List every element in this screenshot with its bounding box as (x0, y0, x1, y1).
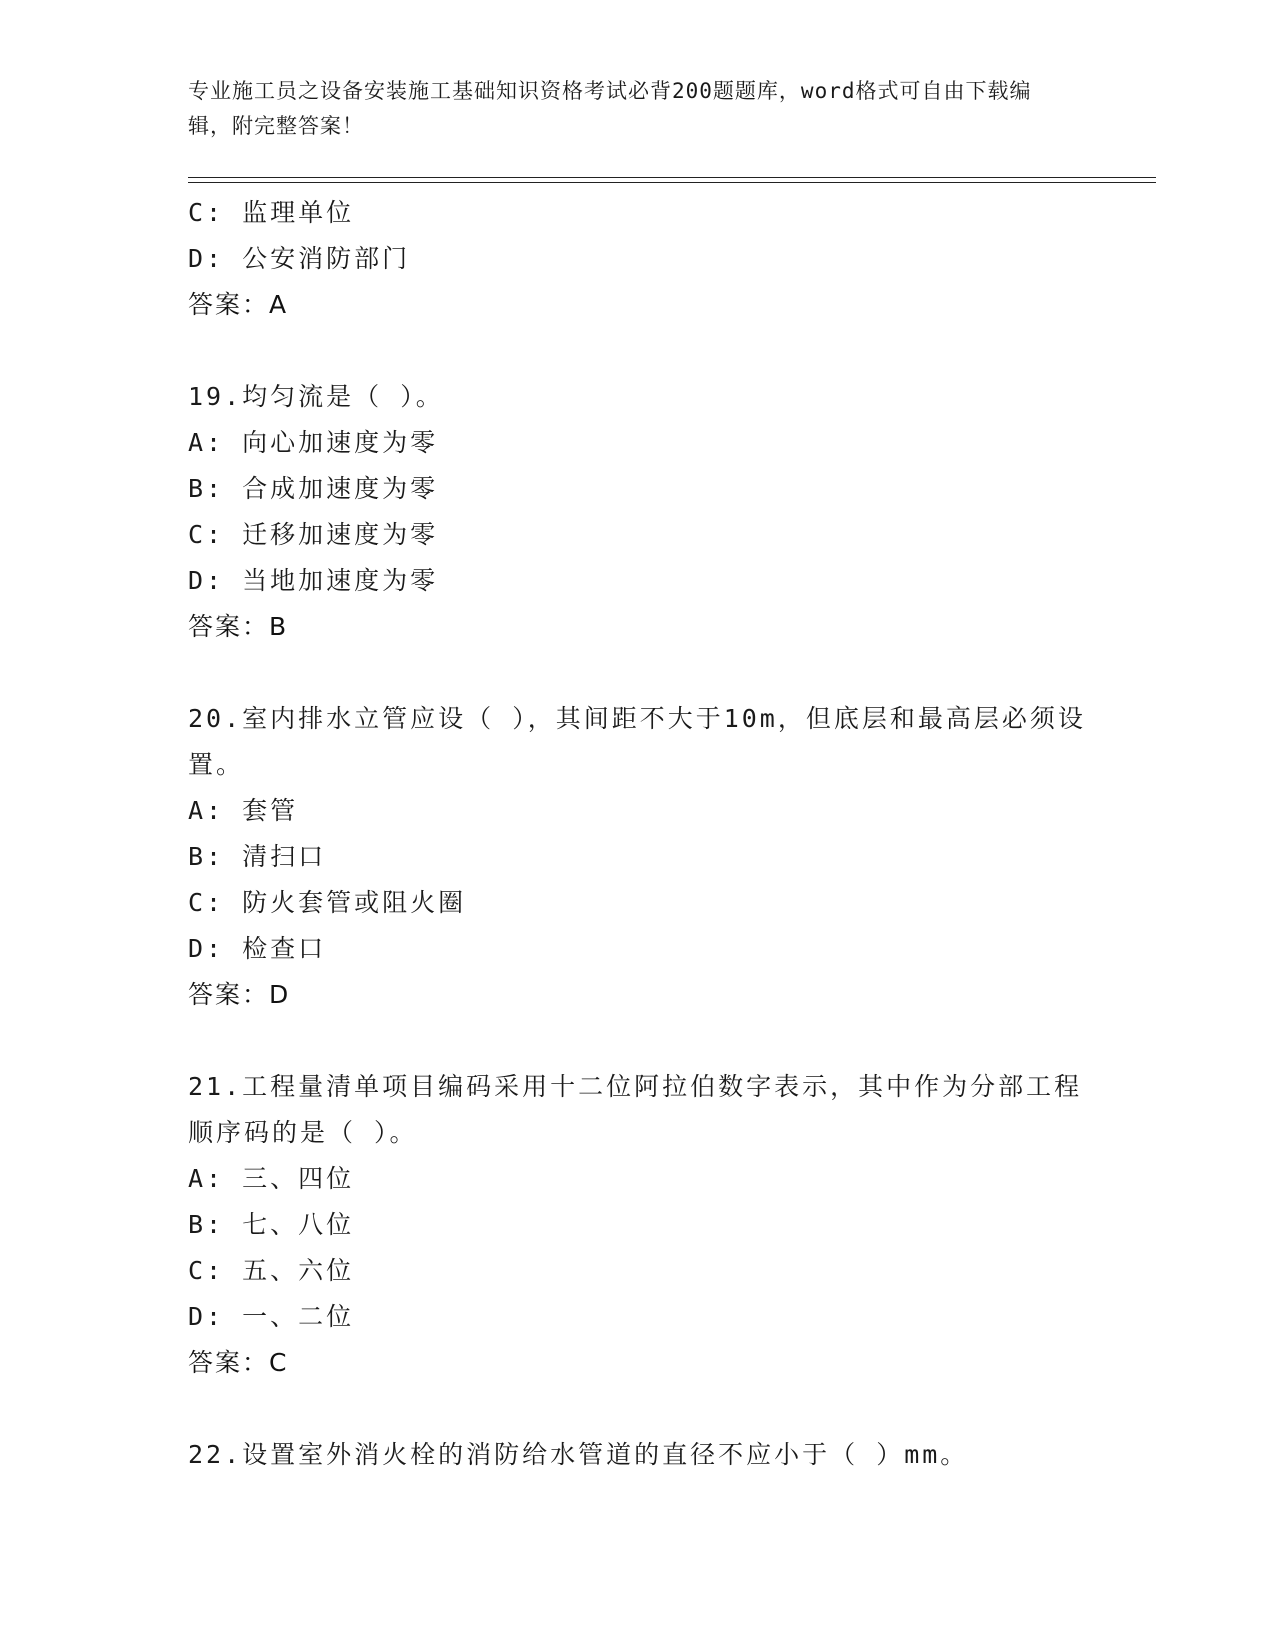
document-header: 专业施工员之设备安装施工基础知识资格考试必背200题题库，word格式可自由下载编辑，附完整答案！ (188, 79, 1032, 138)
option-d: D: 当地加速度为零 (188, 566, 439, 595)
option-b: B: 合成加速度为零 (188, 474, 439, 503)
option-c: C: 迁移加速度为零 (188, 520, 439, 549)
header-rule-bottom (188, 182, 1156, 183)
option-b: B: 七、八位 (188, 1210, 355, 1239)
option-b: B: 清扫口 (188, 842, 327, 871)
header-rule-top (188, 177, 1156, 178)
question-19 (188, 374, 1088, 650)
option-a: A: 向心加速度为零 (188, 428, 439, 457)
question-stem: 20.室内排水立管应设（ ），其间距不大于10m，但底层和最高层必须设置。 (188, 704, 1086, 779)
answer-line: 答案：D (188, 980, 291, 1009)
spacer (188, 1018, 1088, 1064)
spacer (188, 328, 1088, 374)
option-d: D: 一、二位 (188, 1302, 355, 1331)
answer-line: 答案：A (188, 290, 289, 319)
question-20 (188, 696, 1088, 1018)
question-stem: 21.工程量清单项目编码采用十二位阿拉伯数字表示，其中作为分部工程顺序码的是（ ）。 (188, 1072, 1083, 1147)
option-c: C: 监理单位 (188, 198, 355, 227)
option-d: D: 公安消防部门 (188, 244, 411, 273)
option-a: A: 三、四位 (188, 1164, 355, 1193)
option-c: C: 五、六位 (188, 1256, 355, 1285)
answer-line: 答案：B (188, 612, 289, 641)
option-c: C: 防火套管或阻火圈 (188, 888, 467, 917)
option-a: A: 套管 (188, 796, 299, 825)
question-22 (188, 1432, 1088, 1478)
question-18-tail (188, 190, 1088, 328)
spacer (188, 650, 1088, 696)
answer-line: 答案：C (188, 1348, 289, 1377)
spacer (188, 1386, 1088, 1432)
question-21 (188, 1064, 1088, 1386)
question-stem: 22.设置室外消火栓的消防给水管道的直径不应小于（ ）mm。 (188, 1440, 969, 1469)
option-d: D: 检查口 (188, 934, 327, 963)
question-stem: 19.均匀流是（ ）。 (188, 382, 444, 411)
document-body (188, 190, 1088, 1478)
